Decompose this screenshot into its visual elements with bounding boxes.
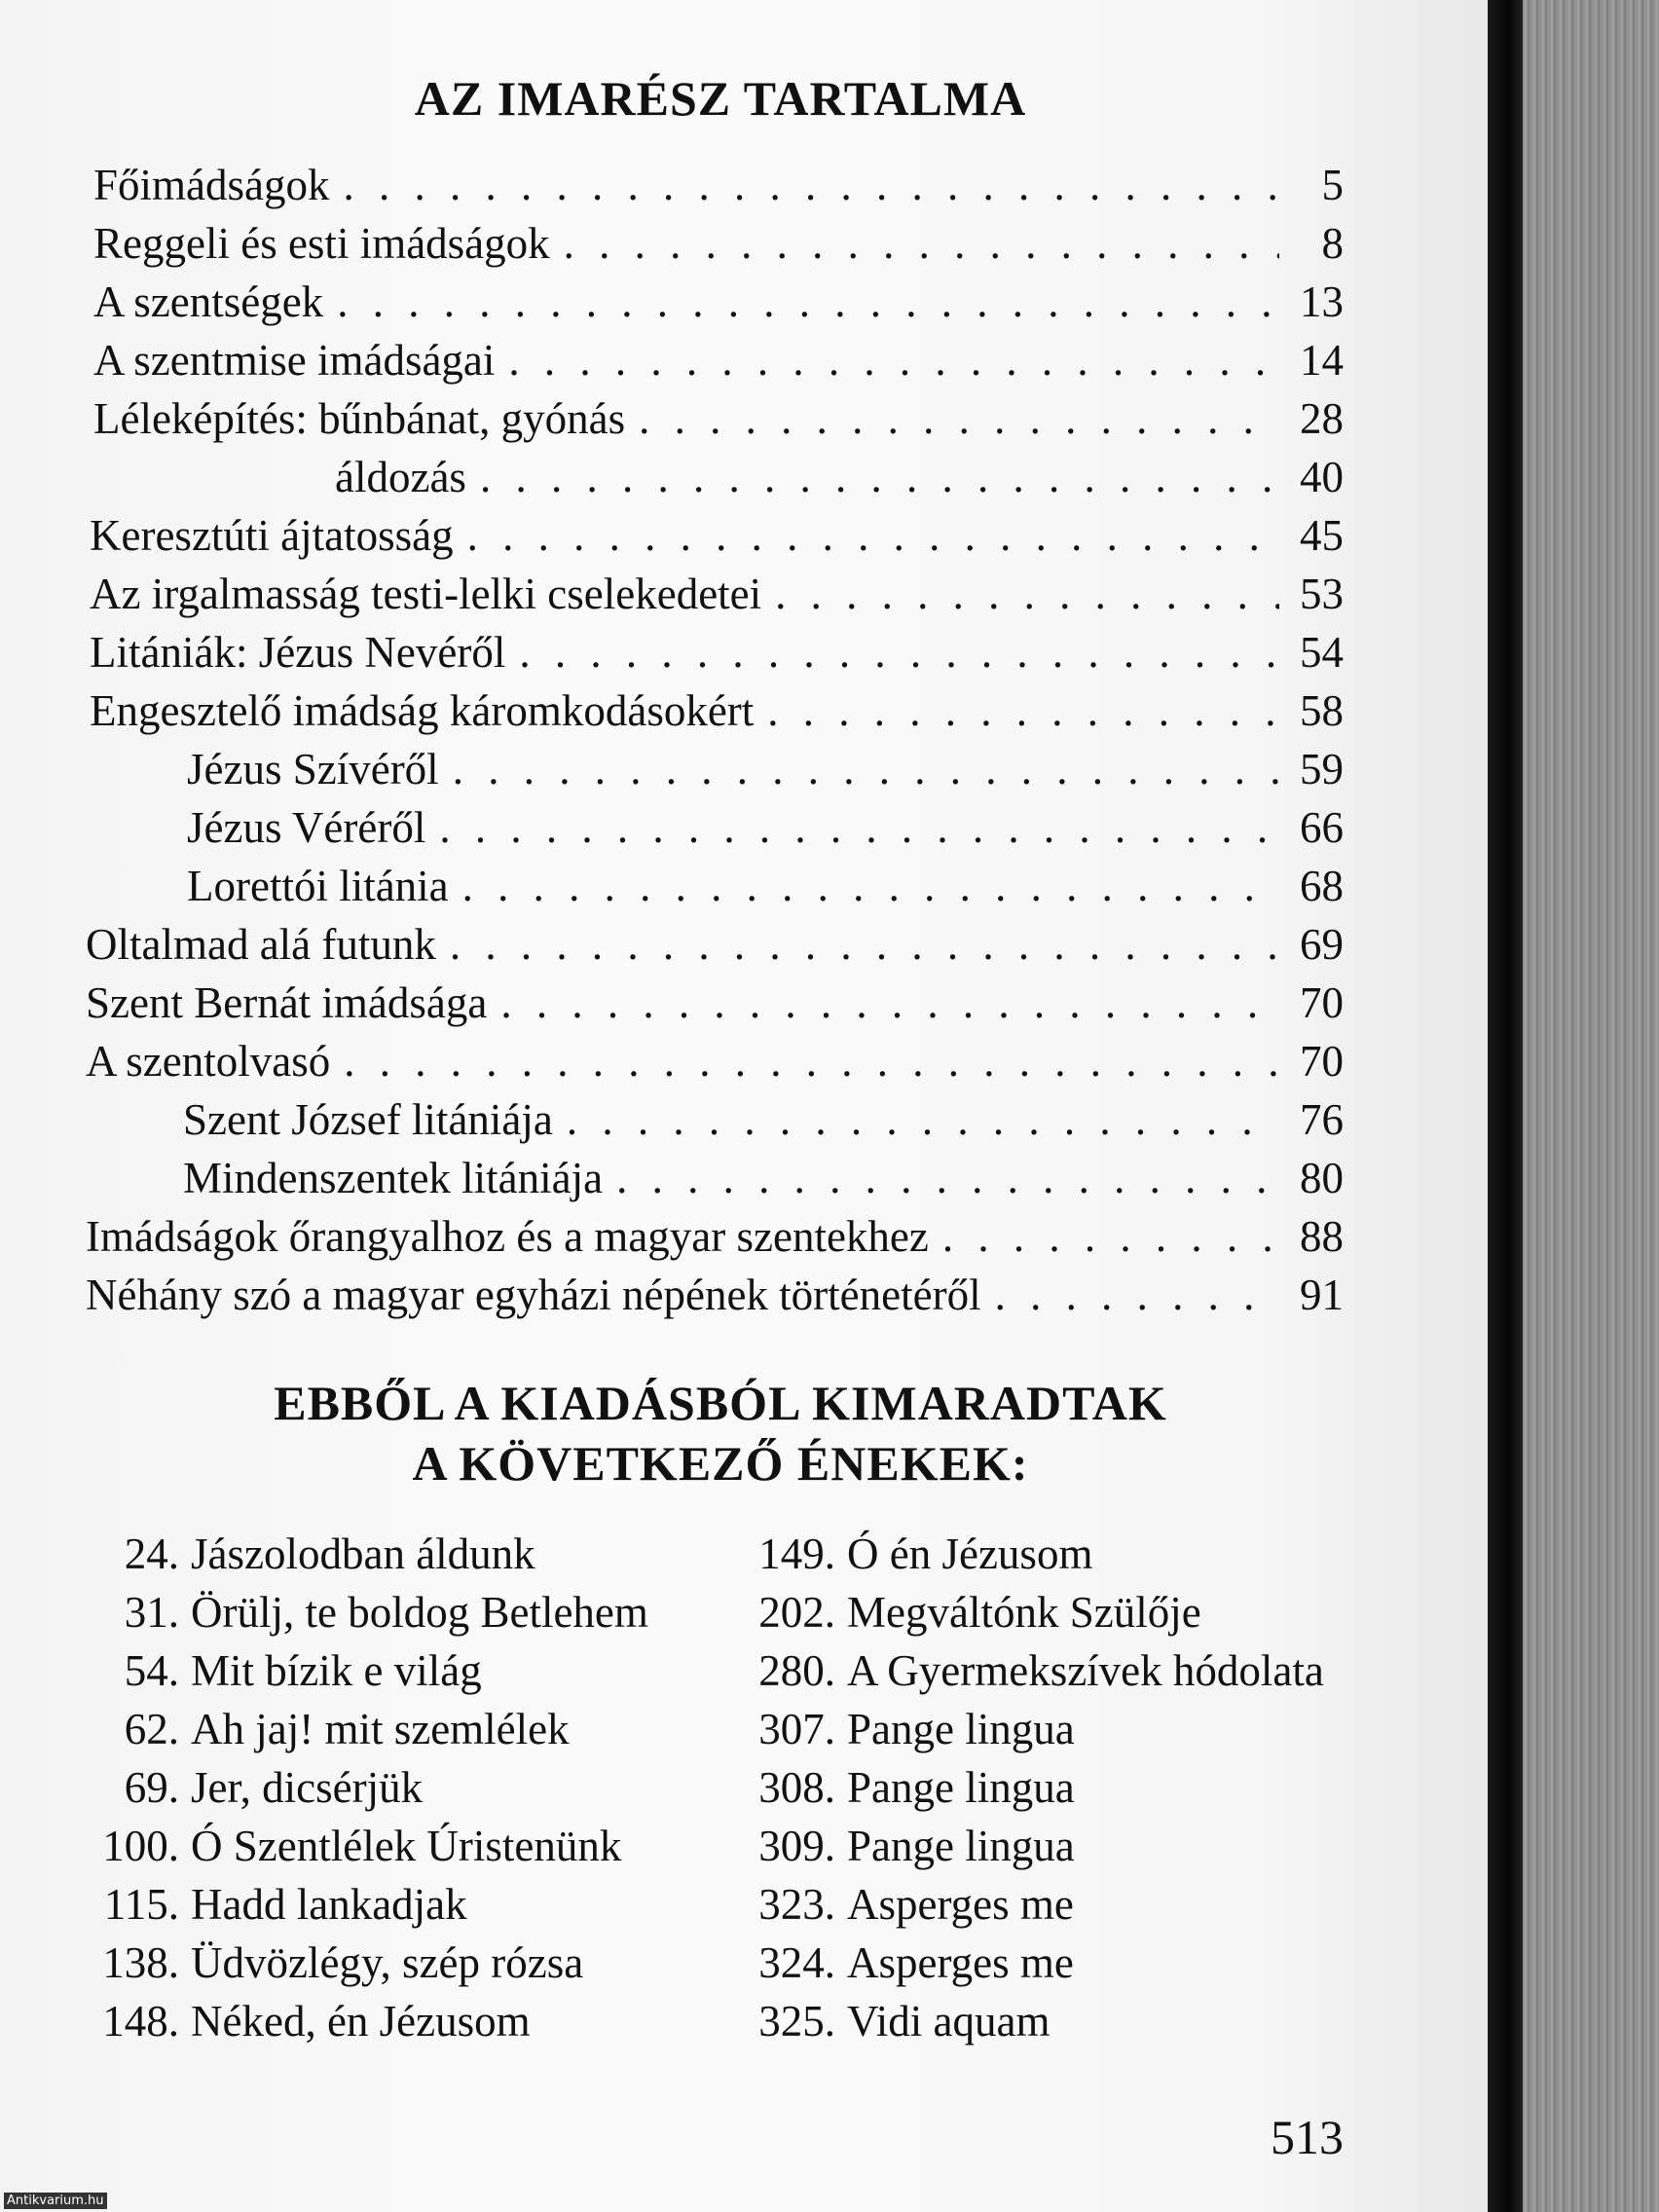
song-title: Jer, dicsérjük bbox=[191, 1763, 424, 1812]
song-title: Asperges me bbox=[847, 1880, 1074, 1929]
song-title: Üdvözlégy, szép rózsa bbox=[191, 1938, 584, 1987]
song-title: Jászolodban áldunk bbox=[191, 1530, 535, 1578]
toc-leader-dots bbox=[344, 156, 1280, 214]
toc-entry-label: A szentolvasó bbox=[86, 1037, 331, 1086]
song-title: Ó én Jézusom bbox=[847, 1530, 1093, 1578]
song-title: A Gyermekszívek hódolata bbox=[847, 1646, 1324, 1695]
toc-entry-page: 66 bbox=[1300, 803, 1344, 852]
toc-leader-dots bbox=[344, 1032, 1279, 1090]
song-title: Pange lingua bbox=[847, 1822, 1075, 1870]
toc-leader-dots bbox=[567, 1090, 1279, 1149]
toc-title: AZ IMARÉSZ TARTALMA bbox=[414, 71, 1027, 126]
toc-entry bbox=[187, 740, 1344, 798]
song-title: Asperges me bbox=[847, 1938, 1074, 1987]
toc-entry bbox=[86, 1207, 1344, 1266]
song-title: Mit bízik e világ bbox=[191, 1646, 482, 1695]
toc-entry bbox=[90, 682, 1344, 740]
song-title: Örülj, te boldog Betlehem bbox=[191, 1588, 648, 1637]
toc-leader-dots bbox=[462, 857, 1279, 915]
toc-leader-dots bbox=[616, 1149, 1279, 1207]
toc-entry-label: Jézus Véréről bbox=[187, 803, 426, 852]
toc-entry-page: 91 bbox=[1300, 1271, 1344, 1319]
toc-entry-label: Szent József litániája bbox=[183, 1095, 553, 1144]
song-number: 149. bbox=[758, 1530, 835, 1578]
toc-entry-label: Néhány szó a magyar egyházi népének történetéről bbox=[86, 1271, 981, 1319]
toc-entry-page: 70 bbox=[1300, 978, 1344, 1027]
toc-entry-page: 88 bbox=[1300, 1212, 1344, 1261]
toc-entry bbox=[93, 156, 1344, 214]
toc-entry-label: áldozás bbox=[335, 453, 466, 501]
omitted-song bbox=[0, 1583, 1201, 1641]
toc-leader-dots bbox=[508, 331, 1279, 389]
toc-entry-label: Lorettói litánia bbox=[187, 862, 449, 910]
song-number: 324. bbox=[758, 1938, 835, 1987]
toc-entry bbox=[335, 448, 1344, 506]
toc-entry-page: 80 bbox=[1300, 1154, 1344, 1202]
toc-entry-label: Keresztúti ájtatosság bbox=[90, 511, 454, 560]
song-title: Vidi aquam bbox=[847, 1997, 1051, 2046]
page-edges bbox=[1523, 0, 1659, 2212]
song-number: 202. bbox=[758, 1588, 835, 1637]
toc-entry-page: 54 bbox=[1300, 628, 1344, 677]
song-title: Pange lingua bbox=[847, 1705, 1075, 1753]
toc-entry-label: Engesztelő imádság káromkodásokért bbox=[90, 686, 755, 735]
song-title: Ó Szentlélek Úristenünk bbox=[191, 1822, 622, 1870]
toc-entry-page: 14 bbox=[1300, 336, 1344, 385]
toc-entry bbox=[183, 1149, 1344, 1207]
toc-entry-page: 5 bbox=[1321, 161, 1344, 209]
toc-entry-label: A szentmise imádságai bbox=[93, 336, 496, 385]
toc-entry bbox=[90, 623, 1344, 682]
toc-leader-dots bbox=[519, 623, 1279, 682]
song-number: 307. bbox=[758, 1705, 835, 1753]
toc-entry bbox=[86, 1032, 1344, 1090]
toc-leader-dots bbox=[453, 740, 1279, 798]
toc-entry bbox=[183, 1090, 1344, 1149]
book-spine bbox=[1488, 0, 1523, 2212]
watermark: Antikvarium.hu bbox=[4, 2193, 107, 2209]
omitted-song bbox=[0, 1992, 1051, 2050]
toc-entry-page: 58 bbox=[1300, 686, 1344, 735]
song-title: Néked, én Jézusom bbox=[191, 1997, 531, 2046]
omitted-song bbox=[0, 1641, 1324, 1700]
toc-entry bbox=[187, 798, 1344, 857]
toc-leader-dots bbox=[450, 915, 1279, 974]
toc-leader-dots bbox=[775, 565, 1279, 623]
toc-entry bbox=[93, 214, 1344, 273]
song-number: 280. bbox=[758, 1646, 835, 1695]
omitted-song bbox=[0, 1875, 1074, 1934]
toc-entry-label: Szent Bernát imádsága bbox=[86, 978, 488, 1027]
song-title: Ah jaj! mit szemlélek bbox=[191, 1705, 570, 1753]
toc-leader-dots bbox=[467, 506, 1279, 565]
song-number: 138. bbox=[102, 1938, 179, 1987]
toc-entry-page: 8 bbox=[1321, 219, 1344, 268]
song-number: 148. bbox=[102, 1997, 179, 2046]
toc-entry bbox=[93, 273, 1344, 331]
toc-entry bbox=[90, 565, 1344, 623]
song-number: 115. bbox=[103, 1880, 179, 1929]
toc-entry bbox=[93, 331, 1344, 389]
toc-entry-page: 59 bbox=[1300, 745, 1344, 793]
toc-entry-label: Imádságok őrangyalhoz és a magyar szentekhez bbox=[86, 1212, 929, 1261]
song-number: 308. bbox=[758, 1763, 835, 1812]
toc-entry-page: 13 bbox=[1300, 277, 1344, 326]
toc-entry bbox=[90, 506, 1344, 565]
toc-entry-label: Oltalmad alá futunk bbox=[86, 920, 436, 969]
toc-entry-label: Az irgalmasság testi-lelki cselekedetei bbox=[90, 570, 762, 618]
song-title: Pange lingua bbox=[847, 1763, 1075, 1812]
omitted-title-line2: A KÖVETKEZŐ ÉNEKEK: bbox=[412, 1436, 1029, 1491]
omitted-song bbox=[0, 1934, 1074, 1992]
omitted-song bbox=[0, 1700, 1075, 1758]
toc-entry-page: 45 bbox=[1300, 511, 1344, 560]
toc-leader-dots bbox=[564, 214, 1279, 273]
song-number: 62. bbox=[124, 1705, 179, 1753]
page-number: 513 bbox=[1271, 2110, 1344, 2164]
toc-entry-page: 53 bbox=[1300, 570, 1344, 618]
omitted-song bbox=[0, 1758, 1075, 1817]
song-title: Hadd lankadjak bbox=[191, 1880, 467, 1929]
toc-entry bbox=[86, 1266, 1344, 1324]
toc-entry-page: 28 bbox=[1300, 394, 1344, 443]
toc-entry-label: Mindenszentek litániája bbox=[183, 1154, 604, 1202]
song-title: Megváltónk Szülője bbox=[847, 1588, 1201, 1637]
toc-entry-label: Jézus Szívéről bbox=[187, 745, 439, 793]
toc-entry-label: Reggeli és esti imádságok bbox=[93, 219, 550, 268]
song-number: 31. bbox=[124, 1588, 179, 1637]
toc-leader-dots bbox=[639, 389, 1279, 448]
toc-leader-dots bbox=[480, 448, 1279, 506]
toc-entry-page: 76 bbox=[1300, 1095, 1344, 1144]
song-number: 325. bbox=[758, 1997, 835, 2046]
toc-entry-label: Léleképítés: bűnbánat, gyónás bbox=[93, 394, 626, 443]
toc-entry-label: A szentségek bbox=[93, 277, 324, 326]
toc-entry bbox=[86, 974, 1344, 1032]
toc-entry-label: Litániák: Jézus Nevéről bbox=[90, 628, 506, 677]
toc-entry bbox=[187, 857, 1344, 915]
song-number: 100. bbox=[102, 1822, 179, 1870]
toc-entry bbox=[93, 389, 1344, 448]
omitted-title-line1: EBBŐL A KIADÁSBÓL KIMARADTAK bbox=[274, 1376, 1167, 1430]
toc-entry-page: 69 bbox=[1300, 920, 1344, 969]
toc-leader-dots bbox=[439, 798, 1279, 857]
toc-leader-dots bbox=[995, 1266, 1279, 1324]
toc-leader-dots bbox=[767, 682, 1279, 740]
toc-entry-label: Főimádságok bbox=[93, 161, 330, 209]
toc-entry-page: 40 bbox=[1300, 453, 1344, 501]
song-number: 309. bbox=[758, 1822, 835, 1870]
toc-leader-dots bbox=[500, 974, 1279, 1032]
song-number: 323. bbox=[758, 1880, 835, 1929]
toc-entry-page: 70 bbox=[1300, 1037, 1344, 1086]
toc-leader-dots bbox=[942, 1207, 1279, 1266]
omitted-song bbox=[0, 1817, 1075, 1875]
toc-entry bbox=[86, 915, 1344, 974]
toc-leader-dots bbox=[337, 273, 1279, 331]
song-number: 69. bbox=[124, 1763, 179, 1812]
toc-entry-page: 68 bbox=[1300, 862, 1344, 910]
song-number: 24. bbox=[124, 1530, 179, 1578]
song-number: 54. bbox=[124, 1646, 179, 1695]
omitted-song bbox=[0, 1525, 1092, 1583]
